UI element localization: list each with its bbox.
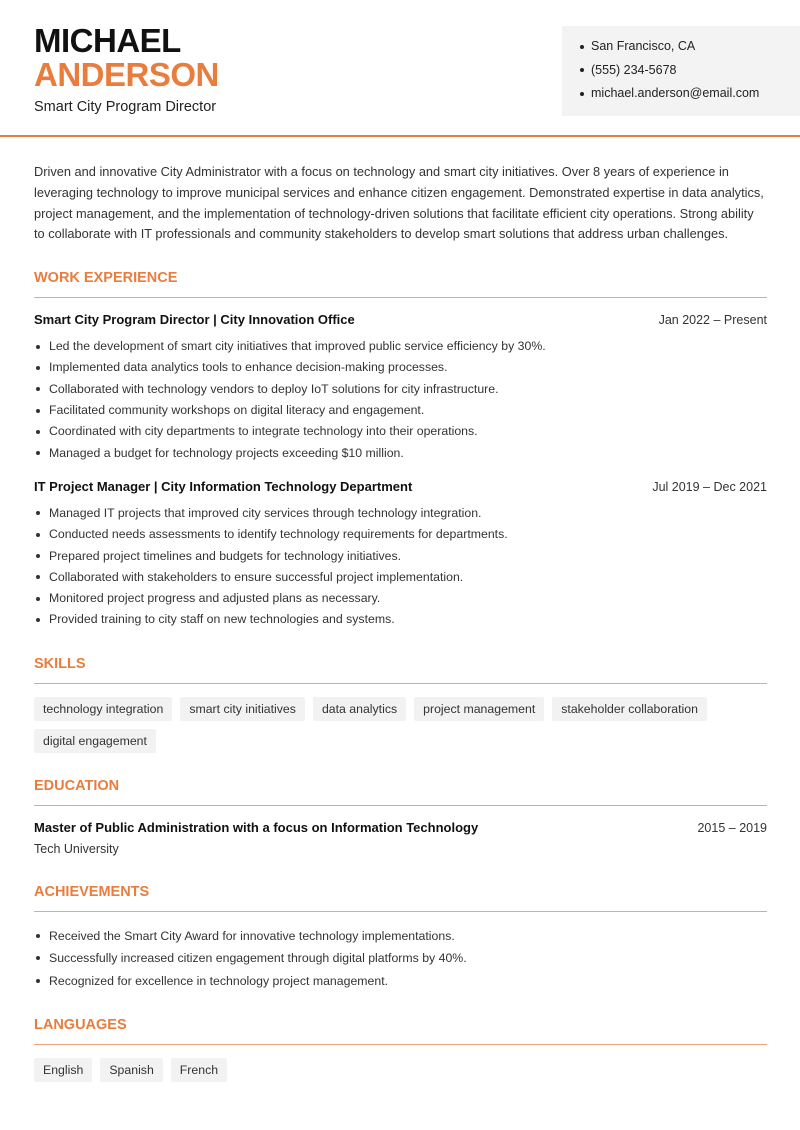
job-dates: Jul 2019 – Dec 2021 [652, 479, 767, 494]
bullet-icon [36, 934, 40, 938]
list-item: Collaborated with technology vendors to deploy IoT solutions for city infrastructure. [34, 379, 767, 400]
bullet-icon [36, 533, 40, 537]
bullet-icon [36, 618, 40, 622]
first-name: MICHAEL [34, 22, 181, 59]
bullet-icon [580, 92, 584, 96]
skill-tag: project management [414, 697, 544, 721]
list-item: Managed a budget for technology projects exceeding $10 million. [34, 443, 767, 464]
list-item: Collaborated with stakeholders to ensure successful project implementation. [34, 567, 767, 588]
bullet-icon [36, 345, 40, 349]
achievements-list [34, 925, 767, 993]
job-header [34, 478, 767, 496]
section-title-languages: LANGUAGES [34, 1016, 767, 1045]
bullet-icon [580, 45, 584, 49]
degree: Master of Public Administration with a focus on Information Technology [34, 819, 479, 835]
section-title-work: WORK EXPERIENCE [34, 269, 767, 298]
skill-tag: stakeholder collaboration [552, 697, 707, 721]
list-item: Facilitated community workshops on digital literacy and engagement. [34, 400, 767, 421]
list-item: Recognized for excellence in technology project management. [34, 970, 767, 993]
language-tags [34, 1058, 767, 1082]
list-item: Received the Smart City Award for innovative technology implementations. [34, 925, 767, 948]
skill-tag: technology integration [34, 697, 172, 721]
language-tag: French [171, 1058, 227, 1082]
contact-location: San Francisco, CA [580, 38, 800, 62]
job-bullets [34, 336, 767, 464]
list-item: Monitored project progress and adjusted plans as necessary. [34, 588, 767, 609]
bullet-icon [36, 451, 40, 455]
education-header [34, 819, 767, 837]
bullet-icon [36, 366, 40, 370]
bullet-icon [36, 575, 40, 579]
job-role: IT Project Manager | City Information Technology Department [34, 478, 413, 494]
bullet-icon [36, 956, 40, 960]
contact-box [562, 26, 800, 116]
contact-phone: (555) 234-5678 [580, 62, 800, 86]
list-item: Led the development of smart city initiatives that improved public service efficiency by 30%. [34, 336, 767, 357]
job-bullets [34, 503, 767, 631]
bullet-icon [36, 979, 40, 983]
job-header [34, 311, 767, 329]
list-item: Conducted needs assessments to identify technology requirements for departments. [34, 524, 767, 545]
job-title: Smart City Program Director [34, 99, 217, 115]
bullet-icon [36, 511, 40, 515]
list-item: Coordinated with city departments to integrate technology into their operations. [34, 421, 767, 442]
summary: Driven and innovative City Administrator with a focus on technology and smart city initiatives. Over 8 years of experience in leveraging technology to improve municipal services and enhance citizen engagement. Demonstrated expertise in data analytics, project management, and the implementation of technology-driven solutions that facilitate efficient city operations. Strong ability to collaborate with IT professionals and community stakeholders to develop smart solutions that address urban challenges. [34, 164, 764, 242]
bullet-icon [36, 597, 40, 601]
skill-tag: digital engagement [34, 729, 156, 753]
language-tag: Spanish [100, 1058, 162, 1082]
contact-email: michael.anderson@email.com [580, 85, 800, 109]
job-entry [34, 478, 767, 631]
last-name: ANDERSON [34, 56, 219, 93]
school: Tech University [34, 841, 119, 856]
education-dates: 2015 – 2019 [697, 820, 767, 835]
list-item: Prepared project timelines and budgets for technology initiatives. [34, 546, 767, 567]
job-entry [34, 311, 767, 464]
section-title-education: EDUCATION [34, 777, 767, 806]
skill-tag: smart city initiatives [180, 697, 305, 721]
language-tag: English [34, 1058, 92, 1082]
section-title-skills: SKILLS [34, 655, 767, 684]
list-item: Successfully increased citizen engagement through digital platforms by 40%. [34, 947, 767, 970]
list-item: Managed IT projects that improved city services through technology integration. [34, 503, 767, 524]
education-entry [34, 819, 767, 859]
bullet-icon [36, 554, 40, 558]
bullet-icon [580, 68, 584, 72]
resume-body [34, 162, 767, 1082]
job-role: Smart City Program Director | City Innovation Office [34, 312, 355, 328]
bullet-icon [36, 409, 40, 413]
section-title-achievements: ACHIEVEMENTS [34, 883, 767, 912]
skills-tags [34, 697, 767, 753]
job-dates: Jan 2022 – Present [658, 313, 767, 328]
list-item: Implemented data analytics tools to enhance decision-making processes. [34, 357, 767, 378]
skill-tag: data analytics [313, 697, 406, 721]
list-item: Provided training to city staff on new technologies and systems. [34, 609, 767, 630]
bullet-icon [36, 387, 40, 391]
resume-header [0, 0, 800, 137]
bullet-icon [36, 430, 40, 434]
